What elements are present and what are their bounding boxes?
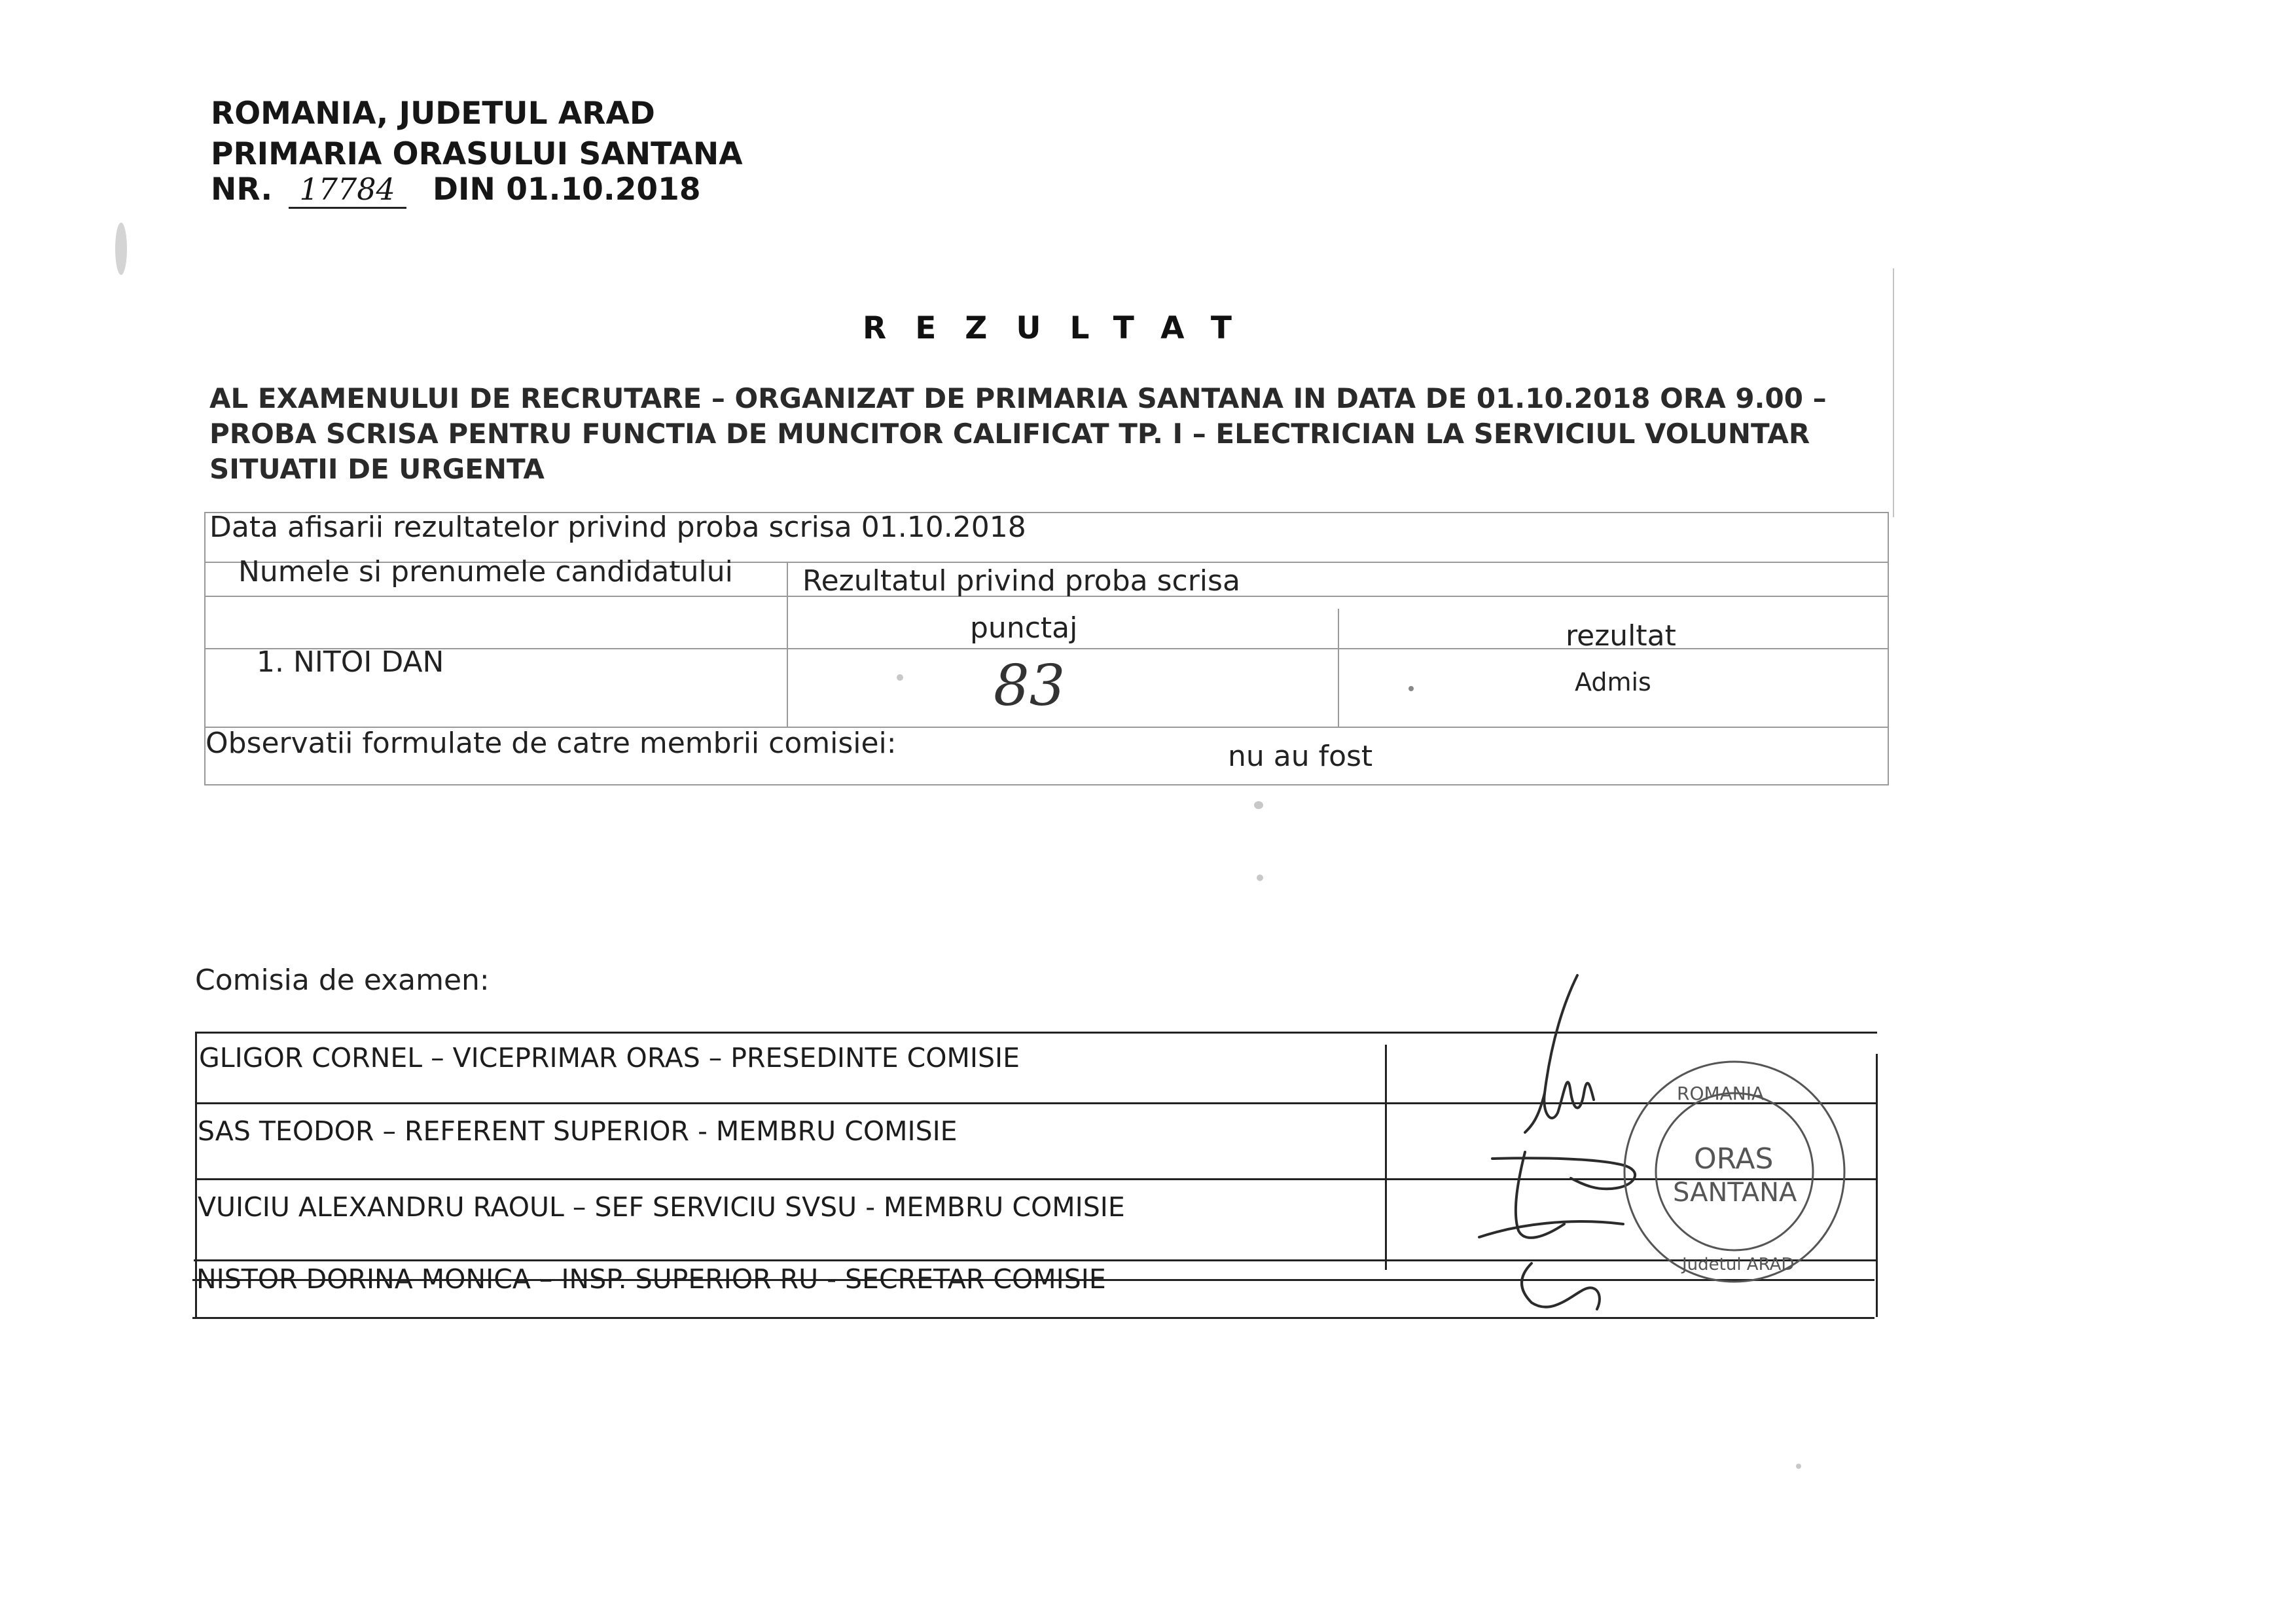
scan-speck — [1408, 686, 1414, 691]
official-stamp-drawing — [1617, 1054, 1852, 1290]
exam-description: AL EXAMENULUI DE RECRUTARE – ORGANIZAT DE PRIMARIA SANTANA IN DATA DE 01.10.2018 ORA 9.00 –PROBA SCRISA PENTRU FUNCTIA DE MUNCITOR CALIFICAT TP. I – ELECTRICIAN LA SERVICIUL VOLUNTAR SITUATII DE URGENTA — [209, 382, 1827, 485]
results-display-date: Data afisarii rezultatelor privind proba scrisa 01.10.2018 — [209, 511, 1026, 544]
scan-speck — [1254, 801, 1263, 809]
registration-line — [211, 171, 701, 209]
candidate-score: 83 — [994, 653, 1066, 719]
col-header-written-result: Rezultatul privind proba scrisa — [802, 564, 1240, 598]
commission-member-2: VUICIU ALEXANDRU RAOUL – SEF SERVICIU SVSU - MEMBRU COMISIE — [198, 1191, 1125, 1223]
commission-label: Comisia de examen: — [195, 964, 490, 997]
observations-label: Observatii formulate de catre membrii comisiei: — [206, 727, 897, 760]
commission-secretary: NISTOR DORINA MONICA – INSP. SUPERIOR RU - SECRETAR COMISIE — [196, 1263, 1106, 1295]
registration-date: DIN 01.10.2018 — [433, 171, 701, 208]
stamp-bottom-text: Judetul ARAD — [1682, 1255, 1795, 1274]
document-title: REZULTAT — [863, 310, 1261, 346]
scan-speck — [1257, 875, 1263, 881]
registration-number: 17784 — [289, 171, 406, 209]
subheader-score: punctaj — [970, 611, 1078, 645]
col-header-candidate-name: Numele si prenumele candidatului — [238, 555, 733, 588]
issuer-country-county: ROMANIA, JUDETUL ARAD — [211, 96, 655, 132]
subheader-result: rezultat — [1566, 619, 1676, 653]
observations-value: nu au fost — [1228, 740, 1373, 773]
scan-edge-line — [1893, 268, 1894, 517]
stamp-center-line2: SANTANA — [1673, 1178, 1797, 1208]
commission-member-president: GLIGOR CORNEL – VICEPRIMAR ORAS – PRESEDINTE COMISIE — [199, 1042, 1020, 1074]
scan-speck — [897, 674, 903, 681]
commission-member-1: SAS TEODOR – REFERENT SUPERIOR - MEMBRU COMISIE — [198, 1115, 958, 1147]
candidate-name: 1. NITOI DAN — [257, 645, 444, 679]
nr-label: NR. — [211, 171, 273, 208]
candidate-result: Admis — [1575, 668, 1651, 696]
stamp-top-text: ROMANIA — [1677, 1083, 1765, 1104]
issuer-city-hall: PRIMARIA ORASULUI SANTANA — [211, 136, 743, 172]
scan-mark — [115, 223, 127, 275]
stamp-center-line1: ORAS — [1694, 1142, 1774, 1176]
scan-speck — [1796, 1464, 1801, 1469]
